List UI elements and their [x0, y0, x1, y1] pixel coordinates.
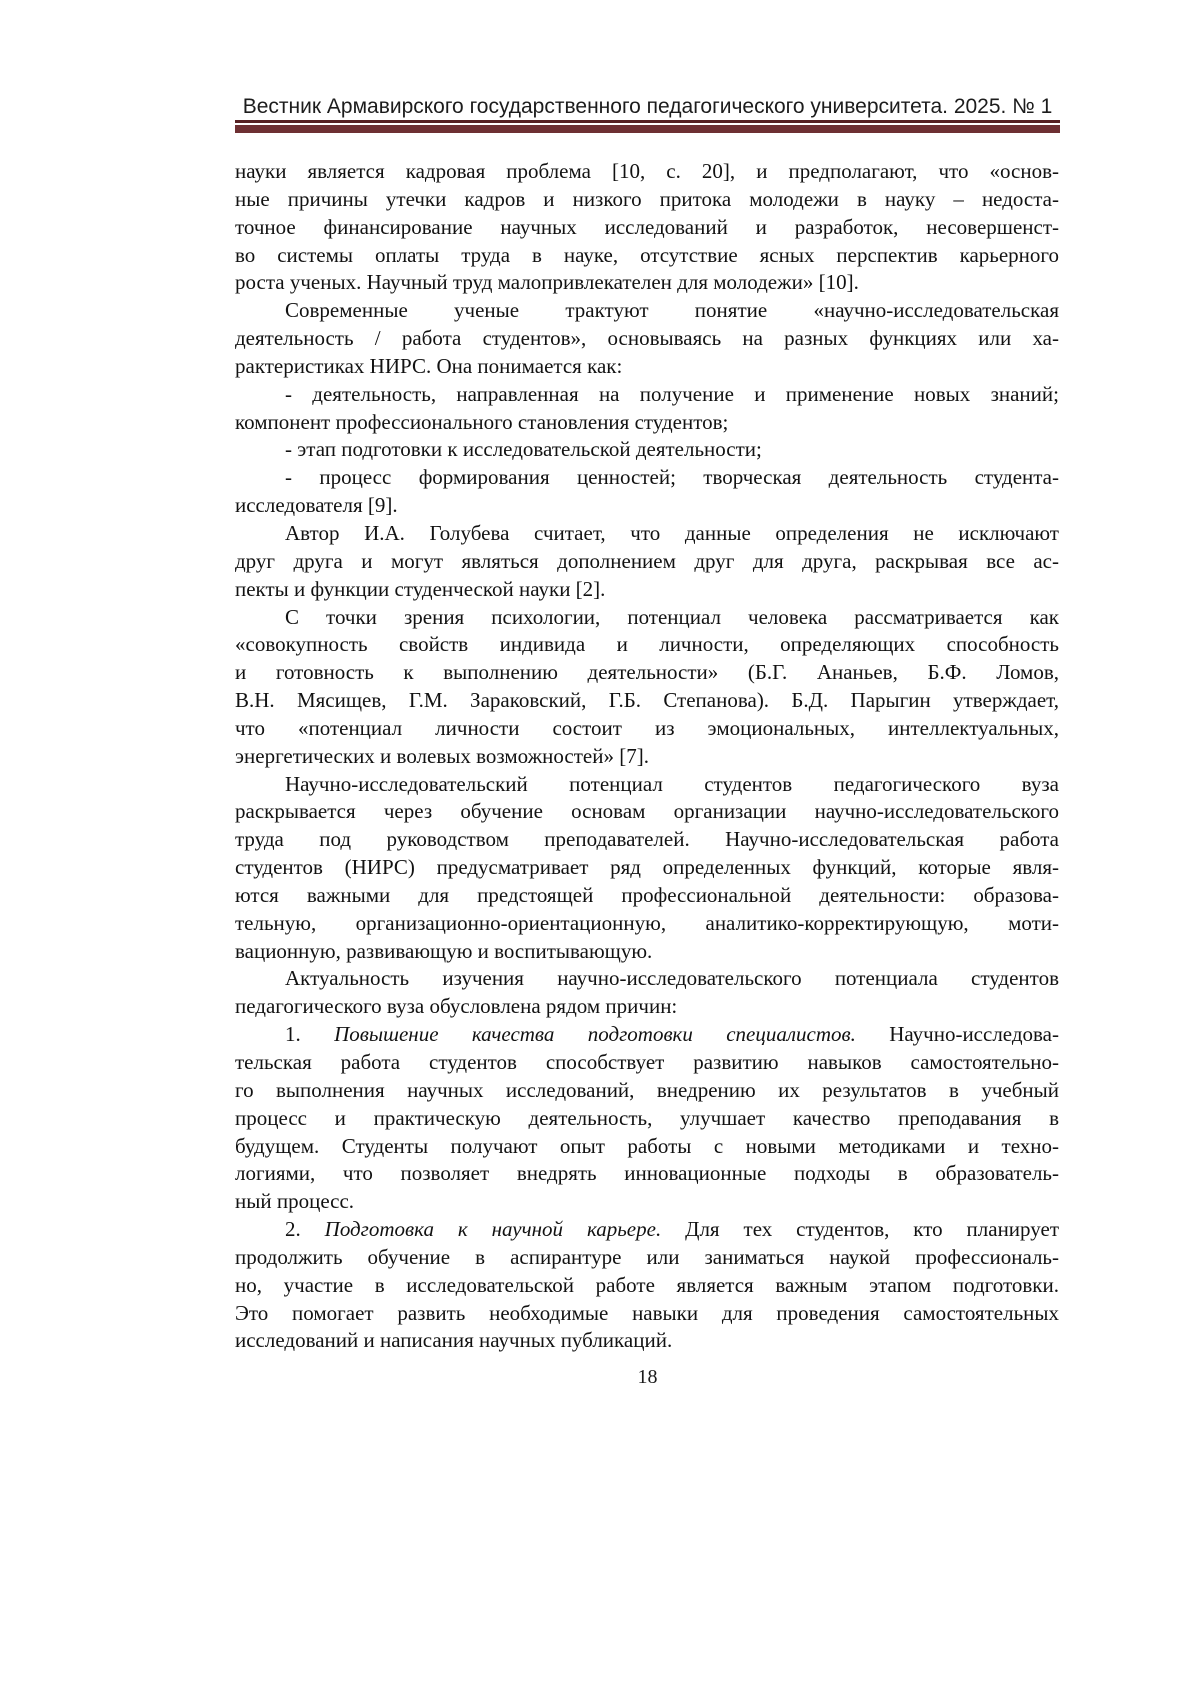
italic-run: Подготовка к научной карьере.	[324, 1217, 662, 1242]
header-rule-thick	[235, 125, 1060, 133]
text-line: Это помогает развить необходимые навыки для проведения самостоятельных	[235, 1300, 1059, 1325]
paragraph	[235, 464, 1059, 520]
text-run: Научно-исследова-	[855, 1022, 1059, 1047]
text-line: ный процесс.	[235, 1189, 355, 1214]
text-line: точное финансирование научных исследований и разработок, несовершенст-	[235, 214, 1059, 239]
text-line	[235, 1021, 1059, 1049]
text-line: ются важными для предстоящей профессиональной деятельности: образова-	[235, 882, 1059, 907]
paragraph	[235, 1216, 1059, 1355]
text-line: друг друга и могут являться дополнением друг для друга, раскрывая все ас-	[235, 548, 1059, 573]
text-line: тельская работа студентов способствует развитию навыков самостоятельно-	[235, 1050, 1059, 1074]
text-line: вационную, развивающую и воспитывающую.	[235, 938, 653, 963]
paragraph	[235, 297, 1059, 381]
text-line: но, участие в исследовательской работе является важным этапом подготовки.	[235, 1272, 1059, 1297]
paragraph	[235, 1021, 1059, 1216]
text-line: раскрывается через обучение основам организации научно-исследовательского	[235, 799, 1059, 824]
text-line: процесс и практическую деятельность, улучшает качество преподавания в	[235, 1105, 1059, 1130]
text-line: С точки зрения психологии, потенциал человека рассматривается как	[285, 604, 1059, 629]
text-line: Современные ученые трактуют понятие «научно-исследовательская	[285, 298, 1059, 323]
text-line: В.Н. Мясищев, Г.М. Зараковский, Г.Б. Степанова). Б.Д. Парыгин утверждает,	[235, 688, 1059, 713]
text-line: «совокупность свойств индивида и личности, определяющих способность	[235, 632, 1059, 657]
text-line: рактеристиках НИРС. Она понимается как:	[235, 353, 623, 378]
text-line: исследований и написания научных публикаций.	[235, 1328, 673, 1353]
body-text	[235, 158, 1059, 1355]
text-line: науки является кадровая проблема [10, с. 20], и предполагают, что «основ-	[235, 159, 1059, 183]
text-run: 2.	[285, 1217, 325, 1242]
text-line: Актуальность изучения научно-исследовательского потенциала студентов	[285, 966, 1059, 991]
text-line: труда под руководством преподавателей. Научно-исследовательская работа	[235, 827, 1059, 852]
text-line: энергетических и волевых возможностей» [7].	[235, 743, 649, 768]
italic-run: Повышение качества подготовки специалистов.	[334, 1022, 856, 1047]
text-line: - деятельность, направленная на получение и применение новых знаний;	[285, 381, 1059, 406]
paragraph	[235, 158, 1059, 297]
text-line: логиями, что позволяет внедрять инновационные подходы в образователь-	[235, 1161, 1059, 1186]
text-line: компонент профессионального становления студентов;	[235, 409, 729, 434]
paragraph	[235, 381, 1059, 437]
text-line: - этап подготовки к исследовательской деятельности;	[285, 437, 762, 462]
paragraph	[235, 520, 1059, 604]
text-line: студентов (НИРС) предусматривает ряд определенных функций, которые явля-	[235, 855, 1059, 880]
text-line	[235, 1216, 1059, 1244]
text-line: пекты и функции студенческой науки [2].	[235, 576, 606, 601]
text-line: педагогического вуза обусловлена рядом причин:	[235, 994, 678, 1019]
text-line: Автор И.А. Голубева считает, что данные определения не исключают	[285, 520, 1059, 545]
text-line: во системы оплаты труда в науке, отсутствие ясных перспектив карьерного	[235, 242, 1059, 267]
text-line: тельную, организационно-ориентационную, аналитико-корректирующую, моти-	[235, 910, 1059, 935]
journal-header-title: Вестник Армавирского государственного педагогического университета. 2025. № 1	[242, 95, 1053, 118]
text-run: Для тех студентов, кто планирует	[661, 1217, 1059, 1242]
text-line: деятельность / работа студентов», основываясь на разных функциях или ха-	[235, 326, 1059, 351]
text-line: Научно-исследовательский потенциал студентов педагогического вуза	[285, 771, 1059, 796]
paragraph	[235, 436, 1059, 464]
paragraph	[235, 604, 1059, 771]
paragraph	[235, 771, 1059, 966]
text-line: продолжить обучение в аспирантуре или заниматься наукой профессиональ-	[235, 1244, 1059, 1269]
text-line: го выполнения научных исследований, внедрению их результатов в учебный	[235, 1077, 1059, 1102]
paragraph	[235, 965, 1059, 1021]
header-rule-thin	[235, 120, 1060, 123]
text-line: исследователя [9].	[235, 493, 398, 518]
text-line: будущем. Студенты получают опыт работы с новыми методиками и техно-	[235, 1133, 1059, 1158]
text-run: 1.	[285, 1022, 335, 1047]
text-line: - процесс формирования ценностей; творческая деятельность студента-	[285, 465, 1059, 490]
text-line: ные причины утечки кадров и низкого притока молодежи в науку – недоста-	[235, 186, 1059, 211]
text-line: и готовность к выполнению деятельности» (Б.Г. Ананьев, Б.Ф. Ломов,	[235, 660, 1059, 685]
text-line: что «потенциал личности состоит из эмоциональных, интеллектуальных,	[235, 715, 1059, 740]
page-number: 18	[637, 1366, 658, 1388]
text-line: роста ученых. Научный труд малопривлекателен для молодежи» [10].	[235, 270, 859, 295]
